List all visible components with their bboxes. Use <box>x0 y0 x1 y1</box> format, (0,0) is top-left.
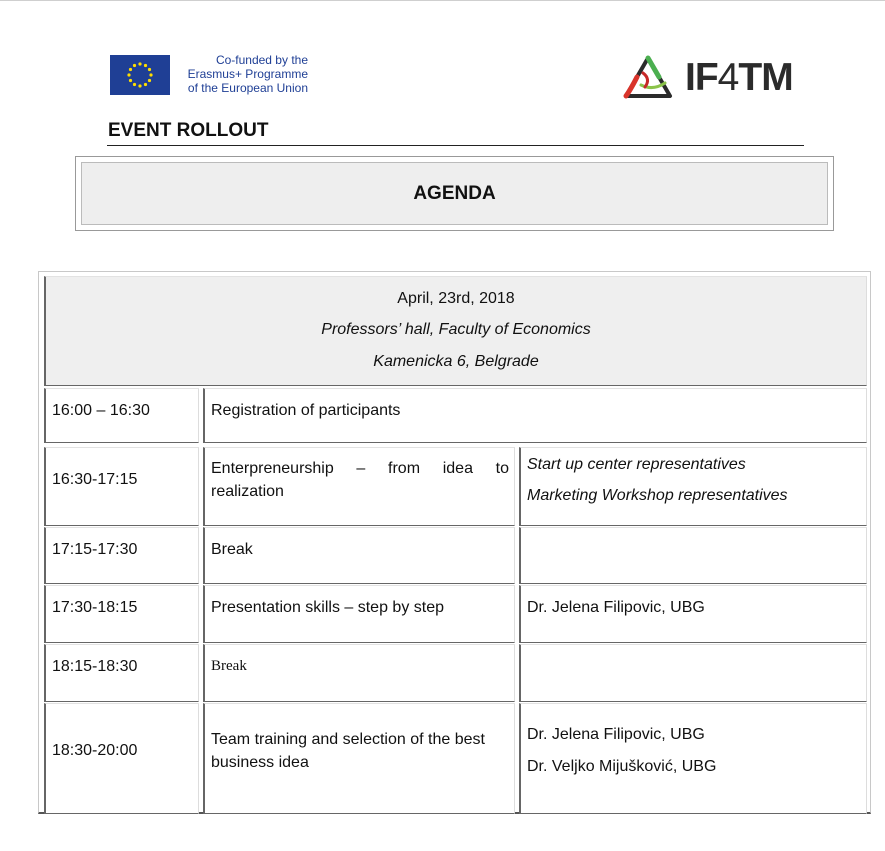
eu-stars-icon <box>110 55 170 95</box>
table-row-time <box>44 388 199 443</box>
if4tm-logo-text <box>685 55 793 100</box>
time-text: 16:30-17:15 <box>52 471 138 488</box>
brand-if: IF <box>685 56 718 99</box>
time-text: 17:15-17:30 <box>52 541 138 558</box>
section-title: EVENT ROLLOUT <box>108 120 269 141</box>
speaker-text: Dr. Jelena Filipovic, UBG <box>527 726 705 743</box>
speaker-text: Marketing Workshop representatives <box>527 487 788 504</box>
table-row-activity <box>203 388 867 443</box>
eu-text-line2: Erasmus+ Programme <box>187 67 308 81</box>
table-row-speakers <box>519 527 867 584</box>
brand-four: 4 <box>717 56 739 99</box>
table-row-speakers <box>519 703 867 814</box>
eu-flag-icon <box>110 55 170 95</box>
activity-text: Team training and selection of the best business idea <box>211 731 485 771</box>
eu-cofunded-text <box>180 53 308 95</box>
event-venue: Professors’ hall, Faculty of Economics <box>321 321 591 338</box>
speaker-text: Dr. Jelena Filipovic, UBG <box>527 599 705 616</box>
eu-text-line3: of the European Union <box>187 81 308 95</box>
agenda-table <box>38 271 871 814</box>
table-row-activity <box>203 585 515 643</box>
agenda-title-box <box>75 156 834 231</box>
table-row-speakers <box>519 447 867 526</box>
table-row-time <box>44 644 199 702</box>
table-row-activity <box>203 447 515 526</box>
table-row-activity <box>203 527 515 584</box>
table-row-activity <box>203 703 515 814</box>
eu-text-line1: Co-funded by the <box>215 53 308 67</box>
section-underline <box>107 145 804 146</box>
speaker-text: Dr. Veljko Mijušković, UBG <box>527 758 717 775</box>
time-text: 18:15-18:30 <box>52 658 138 675</box>
event-address: Kamenicka 6, Belgrade <box>373 353 539 370</box>
table-row-time <box>44 703 199 814</box>
table-row-time <box>44 527 199 584</box>
time-text: 17:30-18:15 <box>52 599 138 616</box>
brand-tm: TM <box>738 56 793 99</box>
agenda-title: AGENDA <box>81 162 828 225</box>
activity-text: Break <box>211 541 253 558</box>
activity-text: Registration of participants <box>211 402 401 419</box>
activity-text: Enterpreneurship – from idea to realization <box>211 460 509 500</box>
activity-text: Break <box>211 658 247 674</box>
table-row-speakers <box>519 644 867 702</box>
top-border <box>0 0 885 1</box>
table-row-time <box>44 585 199 643</box>
table-row-speakers <box>519 585 867 643</box>
table-row-time <box>44 447 199 526</box>
table-row-activity <box>203 644 515 702</box>
time-text: 18:30-20:00 <box>52 742 138 759</box>
speaker-text: Start up center representatives <box>527 456 746 473</box>
event-date: April, 23rd, 2018 <box>397 290 515 307</box>
activity-text: Presentation skills – step by step <box>211 599 445 616</box>
time-text: 16:00 – 16:30 <box>52 402 150 419</box>
if4tm-logo-icon <box>623 55 673 100</box>
event-info-cell <box>44 276 867 386</box>
